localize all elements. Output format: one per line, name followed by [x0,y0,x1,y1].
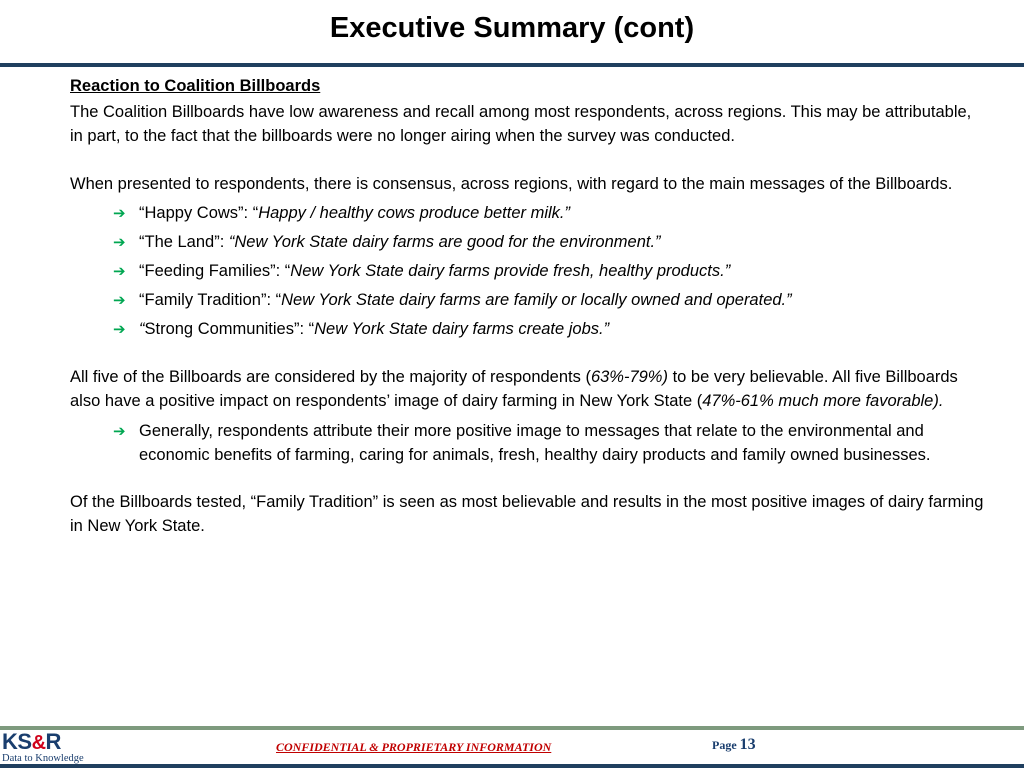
sub-bullet-positive-image [70,419,985,467]
logo-tagline: Data to Knowledge [2,753,84,764]
message-label: “Happy Cows”: “ [139,204,259,222]
message-bullet-family-tradition [70,288,985,312]
arrow-right-icon: ➔ [113,320,126,338]
arrow-right-icon: ➔ [113,291,126,309]
confidential-notice: CONFIDENTIAL & PROPRIETARY INFORMATION [276,740,552,754]
message-open-quote: “ [139,320,145,338]
arrow-right-icon: ➔ [113,262,126,280]
summary-content [70,74,985,538]
message-bullet-the-land [70,230,985,254]
arrow-right-icon: ➔ [113,204,126,222]
arrow-right-icon: ➔ [113,233,126,251]
message-quote: “New York State dairy farms are good for the environment.” [228,233,661,251]
title-divider [0,63,1024,67]
ksr-logo: KS&R Data to Knowledge [2,729,84,764]
message-bullet-strong-communities [70,317,985,341]
paragraph-believability: All five of the Billboards are considered by the majority of respondents (63%-79%) to be very believable. All five Billboards also have a positive impact on respondents’ image of dairy farming in New York State (47%-61% much more favorable). [70,368,958,410]
paragraph-consensus: When presented to respondents, there is consensus, across regions, with regard to the main messages of the Billboards. [70,175,953,193]
arrow-right-icon: ➔ [113,422,126,440]
message-label: “The Land”: [139,233,229,251]
paragraph-family-tradition: Of the Billboards tested, “Family Tradition” is seen as most believable and results in the most positive images of dairy farming in New York State. [70,493,984,535]
sub-bullet-text: Generally, respondents attribute their more positive image to messages that relate to the environmental and economic benefits of farming, caring for animals, fresh, healthy dairy products and family owned businesses. [139,422,931,464]
message-quote: New York State dairy farms create jobs.” [314,320,610,338]
message-bullet-feeding-families [70,259,985,283]
footer-bottom-bar [0,764,1024,768]
message-label: “Feeding Families”: “ [139,262,291,280]
message-quote: Happy / healthy cows produce better milk.” [258,204,571,222]
section-heading: Reaction to Coalition Billboards [70,77,321,95]
footer-divider [0,726,1024,730]
message-quote: New York State dairy farms are family or locally owned and operated.” [281,291,792,309]
page-title: Executive Summary (cont) [329,12,695,44]
message-bullet-happy-cows [70,201,985,225]
message-quote: New York State dairy farms provide fresh, healthy products.” [290,262,731,280]
paragraph-awareness: The Coalition Billboards have low awareness and recall among most respondents, across regions. This may be attributable, in part, to the fact that the billboards were no longer airing when the survey was conducted. [70,103,972,145]
message-label: Strong Communities”: “ [144,320,315,338]
page-number: Page 13 [712,736,756,753]
message-label: “Family Tradition”: “ [139,291,282,309]
